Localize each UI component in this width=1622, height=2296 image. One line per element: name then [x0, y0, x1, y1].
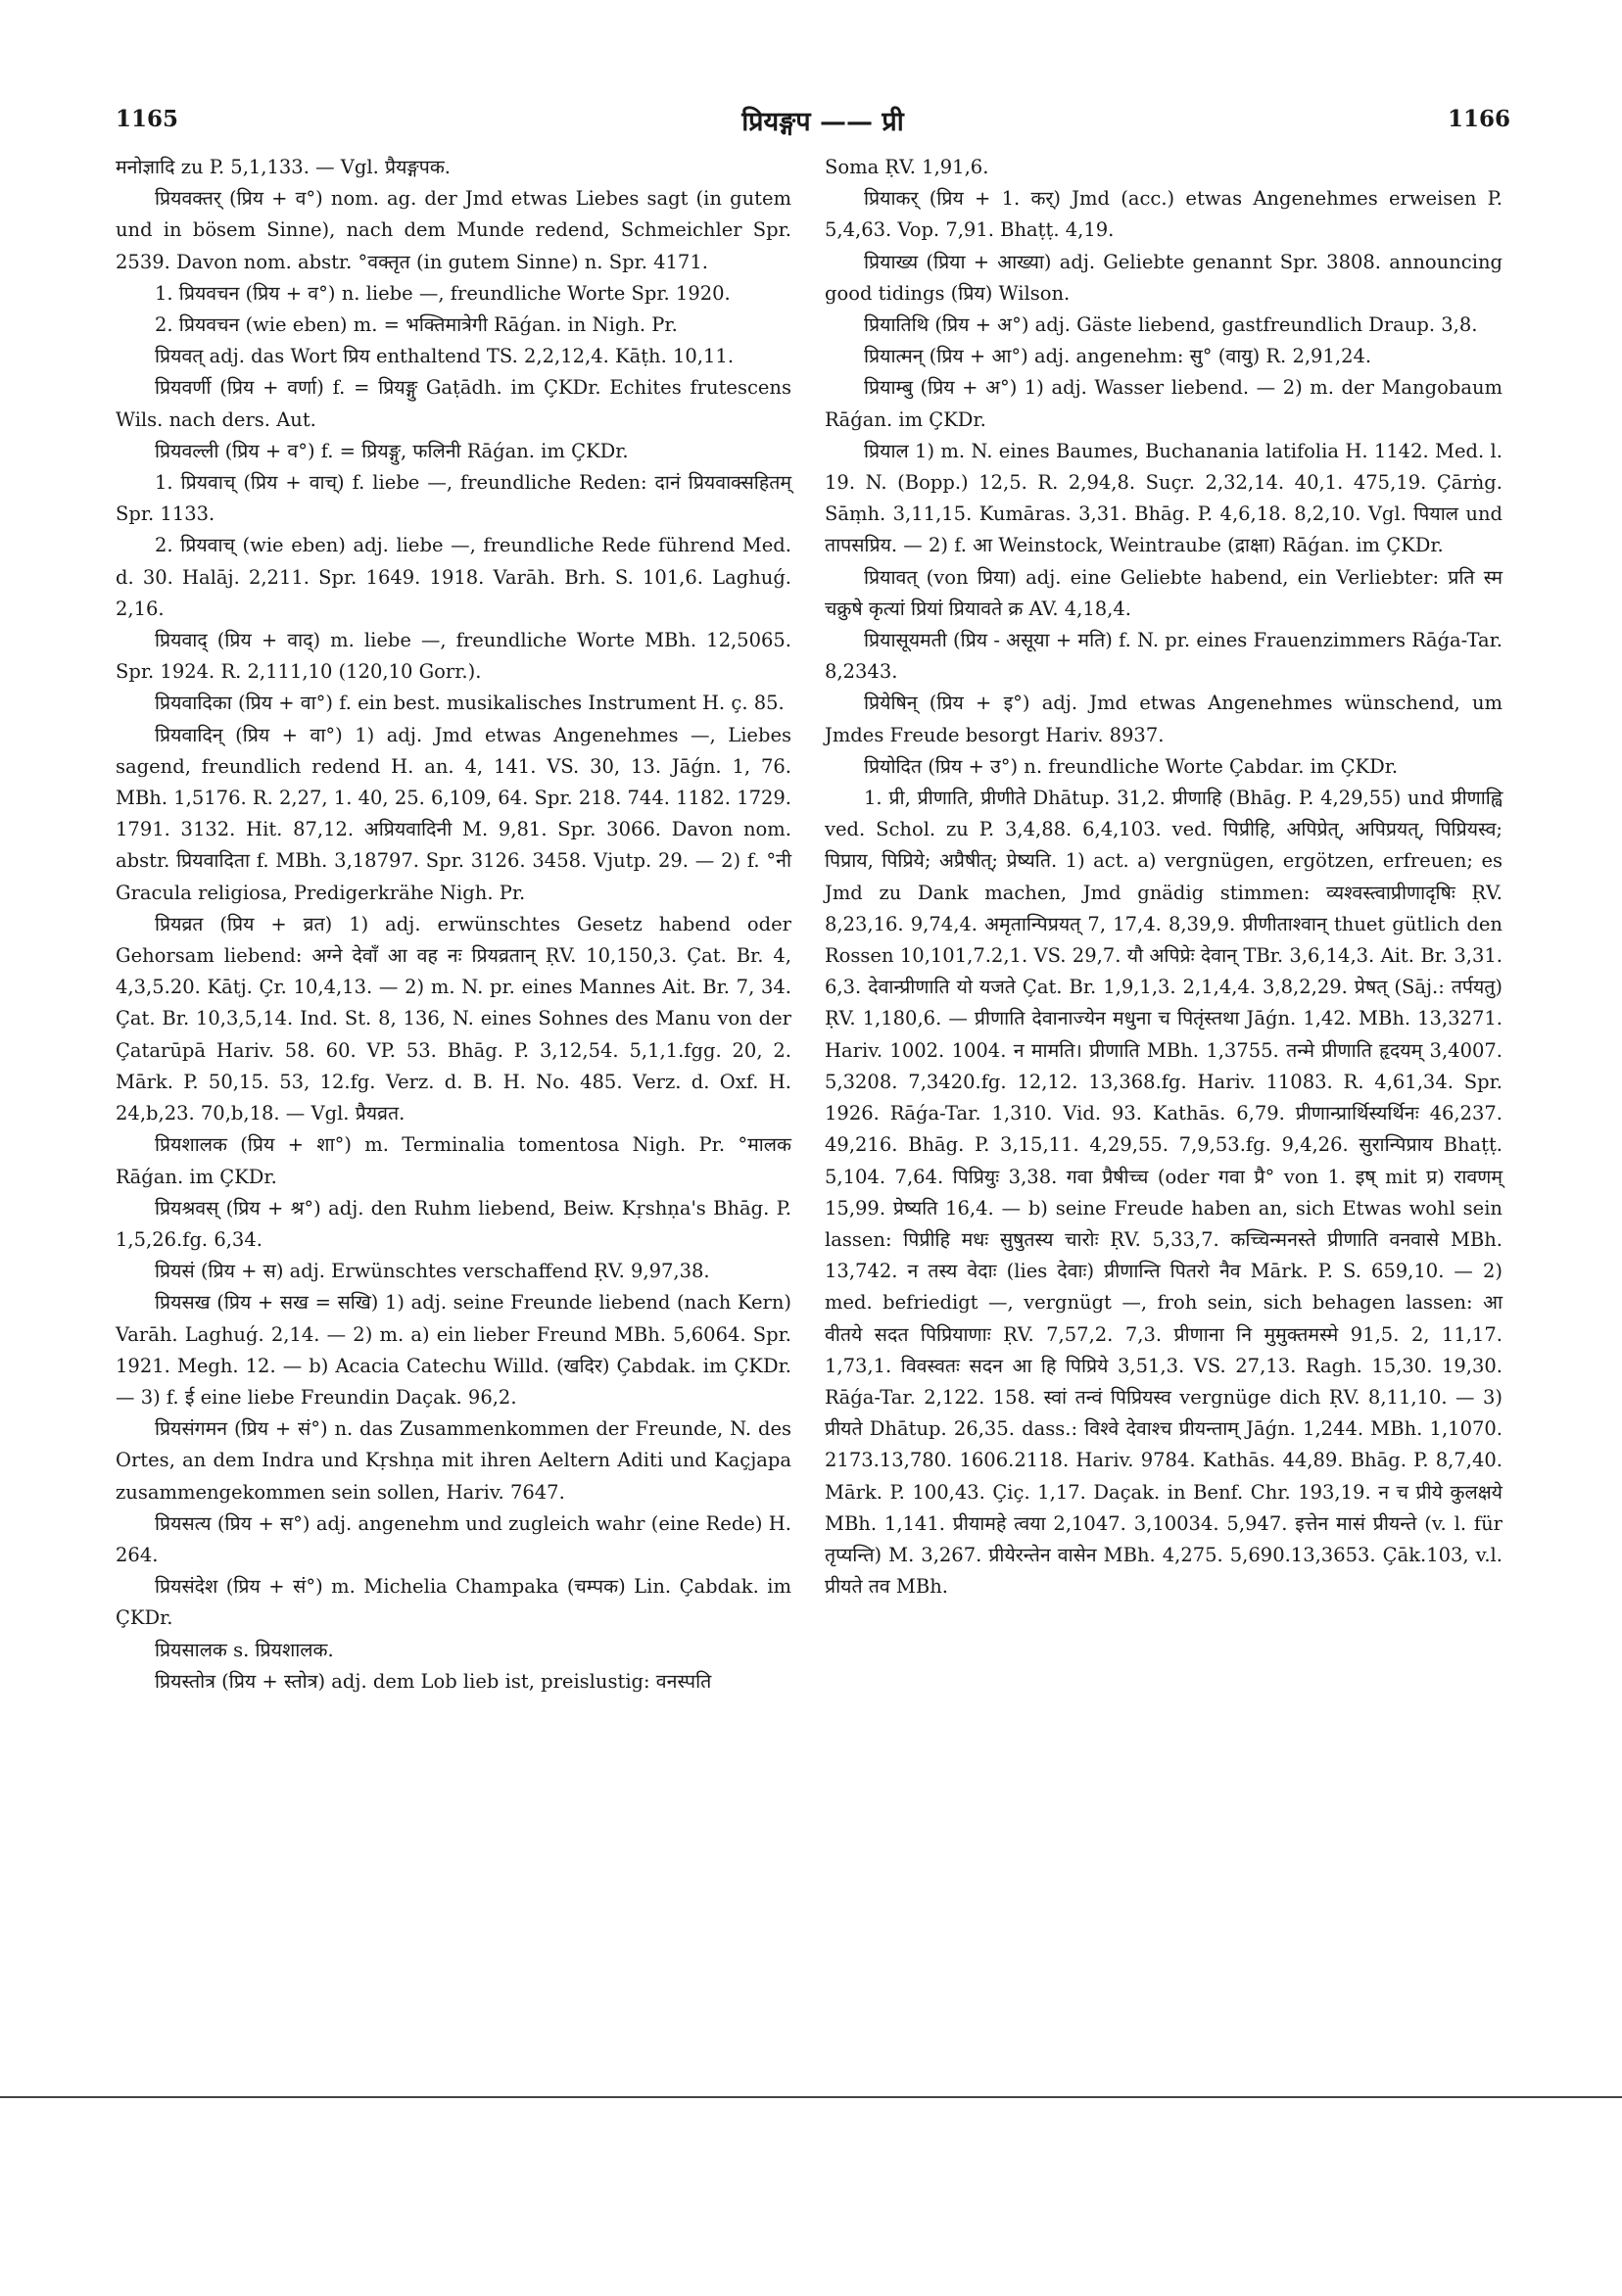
- dictionary-entry: प्रियाख्य (प्रिया + आख्या) adj. Geliebte genannt Spr. 3808. announcing good tidings (प्रिय) Wilson.: [825, 250, 1503, 305]
- dictionary-entry: प्रियसत्य (प्रिय + स°) adj. angenehm und zugleich wahr (eine Rede) H. 264.: [116, 1511, 791, 1566]
- running-head: प्रियङ्गप —— प्री: [741, 107, 904, 137]
- bottom-rule: [0, 2096, 1622, 2098]
- dictionary-entry: प्रियवक्तर् (प्रिय + व°) nom. ag. der Jmd etwas Liebes sagt (in gutem und in bösem Sinne), nach dem Munde redend, Schmeichler Spr. 2539. Davon nom. abstr. °वक्तृत (in gutem Sinne) n. Spr. 4171.: [116, 187, 791, 273]
- dictionary-entry: 1. प्री, प्रीणाति, प्रीणीते Dhātup. 31,2. प्रीणाहि (Bhāg. P. 4,29,55) und प्रीणाह्वि ved. Schol. zu P. 3,4,88. 6,4,103. ved. पिप्रीहि, अपिप्रेत्, अपिप्रयत्, पिप्रियस्व; पिप्राय, पिप्रिये; अप्रैषीत्; प्रेष्यति. 1) act. a) vergnügen, ergötzen, erfreuen; es Jmd zu Dank machen, Jmd gnädig stimmen: व्यश्वस्त्वाप्रीणादृषिः ṚV. 8,23,16. 9,74,4. अमृतान्पिप्रयत् 7, 17,4. 8,39,9. प्रीणीताश्वान् thuet gütlich den Rossen 10,101,7.2,1. VS. 29,7. यौ अपिप्रेः देवान् TBr. 3,6,14,3. Ait. Br. 3,31. 6,3. देवान्प्रीणाति यो यजते Çat. Br. 1,9,1,3. 2,1,4,4. 3,8,2,29. प्रेषत् (Sāj.: तर्पयतु) ṚV. 1,180,6. — प्रीणाति देवानाज्येन मधुना च पितृंस्तथा Jāǵn. 1,42. MBh. 13,3271. Hariv. 1002. 1004. न मामति। प्रीणाति MBh. 1,3755. तन्मे प्रीणाति हृदयम् 3,4007. 5,3208. 7,3420.fg. 12,12. 13,368.fg. Hariv. 11083. R. 4,61,34. Spr. 1926. Rāǵa-Tar. 1,310. Vid. 93. Kathās. 6,79. प्रीणान्प्रार्थिस्यर्थिनः 46,237. 49,216. Bhāg. P. 3,15,11. 4,29,55. 7,9,53.fg. 9,4,26. सुरान्पिप्राय Bhaṭṭ. 5,104. 7,64. पिप्रियुः 3,38. गवा प्रैषीच्च (oder गवा प्रै° von 1. इष् mit प्र) रावणम् 15,99. प्रेष्यति 16,4. — b) seine Freude haben an, sich Etwas wohl sein lassen: पिप्रीहि मधः सुषुतस्य चारोः ṚV. 5,33,7. कच्चिन्मनस्ते प्रीणाति वनवासे MBh. 13,742. न तस्य वेदाः (lies देवाः) प्रीणान्ति पितरो नैव Mārk. P. S. 659,10. — 2) med. befriedigt —, vergnügt —, froh sein, sich behagen lassen: आ वीतये सदत पिप्रियाणाः ṚV. 7,57,2. 7,3. प्रीणाना नि मुमुक्तमस्मे 91,5. 2, 11,17. 1,73,1. विवस्वतः सदन आ हि पिप्रिये 3,51,3. VS. 27,13. Ragh. 15,30. 19,30. Rāǵa-Tar. 2,122. 158. स्वां तन्वं पिप्रियस्व vergnüge dich ṚV. 8,11,10. — 3) प्रीयते Dhātup. 26,35. dass.: विश्वे देवाश्च प्रीयन्ताम् Jāǵn. 1,244. MBh. 1,1070. 2173.13,780. 1606.2118. Hariv. 9784. Kathās. 44,89. Bhāg. P. 8,7,40. Mārk. P. 100,43. Çiç. 1,17. Daçak. in Benf. Chr. 193,19. न च प्रीये कुलक्षये MBh. 1,141. प्रीयामहे त्वया 2,1047. 3,10034. 5,947. इत्तेन मासं प्रीयन्ते (v. l. für तृप्यन्ति) M. 3,267. प्रीयेरन्तेन वासेन MBh. 4,275. 5,690.13,3653. Çāk.103, v.l. प्रीयते तव MBh.: [825, 787, 1503, 1599]
- dictionary-entry: प्रियाम्बु (प्रिय + अ°) 1) adj. Wasser liebend. — 2) m. der Mangobaum Rāǵan. im ÇKDr.: [825, 376, 1503, 431]
- dictionary-entry: प्रियसख (प्रिय + सख = सखि) 1) adj. seine Freunde liebend (nach Kern) Varāh. Laghuǵ. 2,14. — 2) m. a) ein lieber Freund MBh. 5,6064. Spr. 1921. Megh. 12. — b) Acacia Catechu Willd. (खदिर) Çabdak. im ÇKDr. — 3) f. ई eine liebe Freundin Daçak. 96,2.: [116, 1291, 791, 1409]
- page-number-left: 1165: [116, 106, 179, 132]
- dictionary-entry: प्रियसालक s. प्रियशालक.: [155, 1638, 334, 1661]
- dictionary-entry: प्रियवत् adj. das Wort प्रिय enthaltend TS. 2,2,12,4. Kāṭh. 10,11.: [155, 345, 735, 368]
- page-number-right: 1166: [1448, 106, 1511, 132]
- dictionary-entry: प्रियवल्ली (प्रिय + व°) f. = प्रियङ्गु, फलिनी Rāǵan. im ÇKDr.: [155, 439, 629, 462]
- dictionary-entry: प्रियवर्णी (प्रिय + वर्णा) f. = प्रियङ्गु Gaṭādh. im ÇKDr. Echites frutescens Wils. nach ders. Aut.: [116, 376, 791, 431]
- dictionary-entry: प्रियसं (प्रिय + स) adj. Erwünschtes verschaffend ṚV. 9,97,38.: [155, 1260, 710, 1283]
- dictionary-entry: 2. प्रियवाच् (wie eben) adj. liebe —, freundliche Rede führend Med. d. 30. Halāj. 2,211. Spr. 1649. 1918. Varāh. Brh. S. 101,6. Laghuǵ. 2,16.: [116, 534, 791, 620]
- dictionary-entry: प्रियश्रवस् (प्रिय + श्र°) adj. den Ruhm liebend, Beiw. Kṛshṇa's Bhāg. P. 1,5,26.fg. 6,34.: [116, 1196, 791, 1251]
- dictionary-entry: प्रियासूयमती (प्रिय - असूया + मति) f. N. pr. eines Frauenzimmers Rāǵa-Tar. 8,2343.: [825, 629, 1503, 684]
- dictionary-entry: 2. प्रियवचन (wie eben) m. = भक्तिमात्रेगी Rāǵan. in Nigh. Pr.: [155, 313, 678, 337]
- dictionary-entry: प्रियोदित (प्रिय + उ°) n. freundliche Worte Çabdar. im ÇKDr.: [864, 754, 1399, 778]
- dictionary-entry: 1. प्रियवाच् (प्रिय + वाच्) f. liebe —, freundliche Reden: दानं प्रियवाक्सहितम् Spr. 1133.: [116, 471, 791, 526]
- dictionary-entry: प्रियाल 1) m. N. eines Baumes, Buchanania latifolia H. 1142. Med. l. 19. N. (Bopp.) 12,5. R. 2,94,8. Suçr. 2,32,14. 40,1. 475,19. Çārṅg. Sāṃh. 3,11,15. Kumāras. 3,31. Bhāg. P. 4,6,18. 8,2,10. Vgl. पियाल und तापसप्रिय. — 2) f. आ Weinstock, Weintraube (द्राक्षा) Rāǵan. im ÇKDr.: [825, 439, 1503, 557]
- dictionary-entry: प्रियस्तोत्र (प्रिय + स्तोत्र) adj. dem Lob lieb ist, preislustig: वनस्पति: [155, 1669, 712, 1693]
- dictionary-entry: प्रियव्रत (प्रिय + व्रत) 1) adj. erwünschtes Gesetz habend oder Gehorsam liebend: अग्ने देवाँ आ वह नः प्रियव्रतान् ṚV. 10,150,3. Çat. Br. 4, 4,3,5.20. Kātj. Çr. 10,4,13. — 2) m. N. pr. eines Mannes Ait. Br. 7, 34. Çat. Br. 10,3,5,14. Ind. St. 8, 136, N. eines Sohnes des Manu von der Çatarūpā Hariv. 58. 60. VP. 53. Bhāg. P. 3,12,54. 5,1,1.fgg. 20, 2. Mārk. P. 50,15. 53, 12.fg. Verz. d. B. H. No. 485. Verz. d. Oxf. H. 24,b,23. 70,b,18. — Vgl. प्रैयव्रत.: [116, 912, 791, 1125]
- left-column: [116, 152, 791, 1698]
- dictionary-entry: प्रियसंगमन (प्रिय + सं°) n. das Zusammenkommen der Freunde, N. des Ortes, an dem Indra und Kṛshṇa mit ihren Aeltern Aditi und Kaçjapa zusammengekommen sein sollen, Hariv. 7647.: [116, 1417, 791, 1504]
- dictionary-entry: प्रियवादिका (प्रिय + वा°) f. ein best. musikalisches Instrument H. ç. 85.: [155, 692, 785, 715]
- dictionary-entry: प्रियवादिन् (प्रिय + वा°) 1) adj. Jmd etwas Angenehmes —, Liebes sagend, freundlich redend H. an. 4, 141. VS. 30, 13. Jāǵn. 1, 76. MBh. 1,5176. R. 2,27, 1. 40, 25. 6,109, 64. Spr. 218. 744. 1182. 1729. 1791. 3132. Hit. 87,12. अप्रियवादिनी M. 9,81. Spr. 3066. Davon nom. abstr. प्रियवादिता f. MBh. 3,18797. Spr. 3126. 3458. Vjutp. 29. — 2) f. °नी Gracula religiosa, Predigerkrähe Nigh. Pr.: [116, 723, 791, 904]
- dictionary-entry: प्रियाकर् (प्रिय + 1. कर्) Jmd (acc.) etwas Angenehmes erweisen P. 5,4,63. Vop. 7,91. Bhaṭṭ. 4,19.: [825, 187, 1503, 242]
- dictionary-entry: प्रियावत् (von प्रिया) adj. eine Geliebte habend, ein Verliebter: प्रति स्म चक्रुषे कृत्यां प्रियां प्रियावते क्र AV. 4,18,4.: [825, 565, 1503, 620]
- dictionary-entry: Soma ṚV. 1,91,6.: [825, 156, 989, 178]
- dictionary-entry: मनोज्ञादि zu P. 5,1,133. — Vgl. प्रैयङ्गपक.: [116, 156, 452, 178]
- dictionary-entry: प्रियात्मन् (प्रिय + आ°) adj. angenehm: सु° (वायु) R. 2,91,24.: [864, 345, 1372, 368]
- dictionary-entry: प्रियसंदेश (प्रिय + सं°) m. Michelia Champaka (चम्पक) Lin. Çabdak. im ÇKDr.: [116, 1575, 791, 1630]
- dictionary-entry: प्रियातिथि (प्रिय + अ°) adj. Gäste liebend, gastfreundlich Draup. 3,8.: [864, 313, 1478, 337]
- dictionary-entry: 1. प्रियवचन (प्रिय + व°) n. liebe —, freundliche Worte Spr. 1920.: [155, 281, 731, 305]
- dictionary-entry: प्रियवाद् (प्रिय + वाद्) m. liebe —, freundliche Worte MBh. 12,5065. Spr. 1924. R. 2,111,10 (120,10 Gorr.).: [116, 629, 791, 684]
- dictionary-entry: प्रियेषिन् (प्रिय + इ°) adj. Jmd etwas Angenehmes wünschend, um Jmdes Freude besorgt Hariv. 8937.: [825, 692, 1503, 746]
- dictionary-entry: प्रियशालक (प्रिय + शा°) m. Terminalia tomentosa Nigh. Pr. °मालक Rāǵan. im ÇKDr.: [116, 1133, 791, 1188]
- right-column: [825, 152, 1503, 1602]
